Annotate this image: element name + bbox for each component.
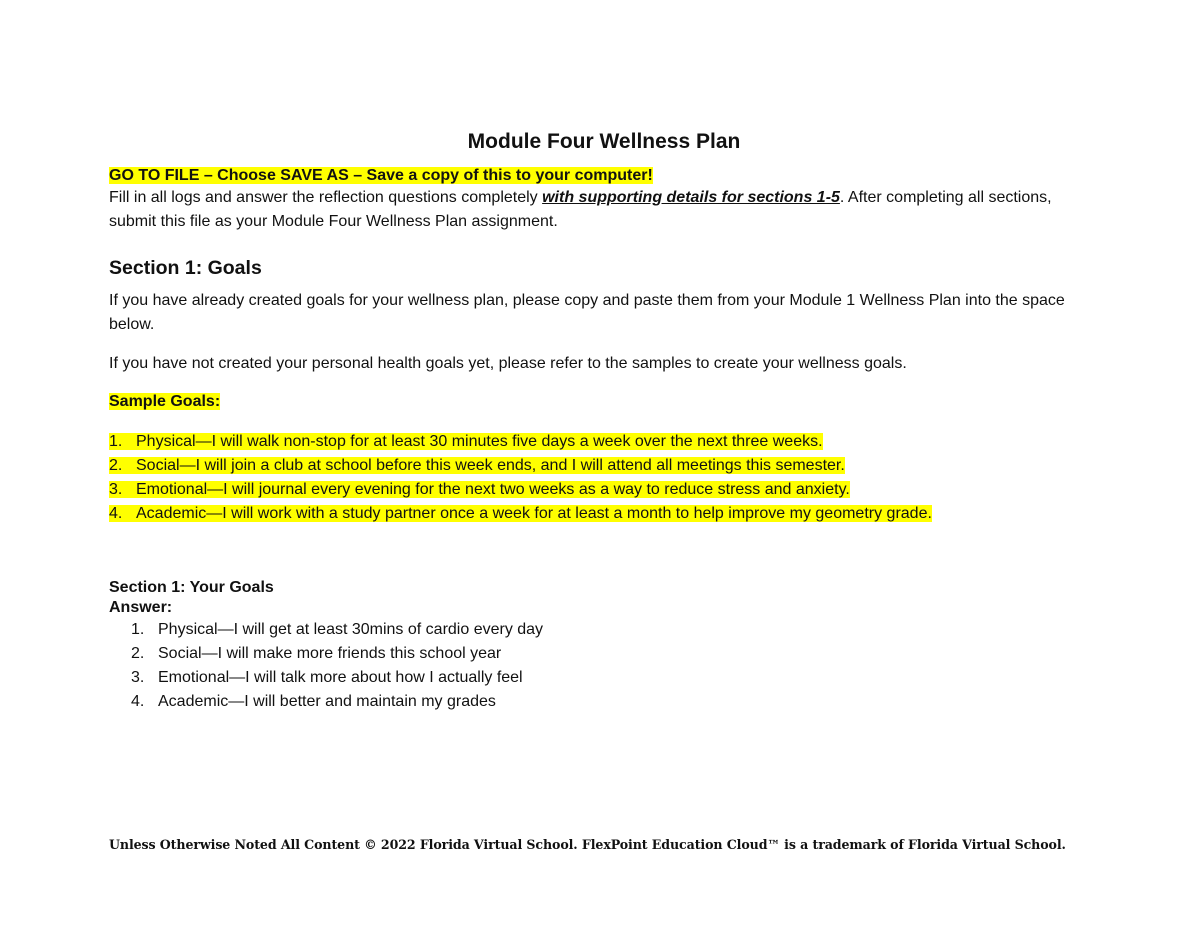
intro-paragraph xyxy=(109,186,1099,234)
sample-goal-item xyxy=(109,502,1099,526)
sample-goal-text: Physical—I will walk non-stop for at least 30 minutes five days a week over the next three weeks. xyxy=(136,433,823,450)
sample-goal-highlight xyxy=(109,433,823,450)
answer-item[interactable] xyxy=(131,690,1099,714)
sample-goal-number: 4. xyxy=(109,505,123,522)
page-title: Module Four Wellness Plan xyxy=(467,130,741,153)
answer-item[interactable] xyxy=(131,642,1099,666)
intro-emphasis: with supporting details for sections 1-5 xyxy=(542,189,840,206)
save-instruction xyxy=(109,166,1099,186)
your-goals-heading: Section 1: Your Goals xyxy=(109,579,274,596)
sample-goal-highlight xyxy=(109,505,932,522)
sample-goals-list xyxy=(109,430,1099,526)
intro-part1: Fill in all logs and answer the reflection questions completely xyxy=(109,189,543,206)
sample-goal-number: 3. xyxy=(109,481,123,498)
answer-text[interactable]: Physical—I will get at least 30mins of cardio every day xyxy=(158,621,544,638)
sample-goal-item xyxy=(109,454,1099,478)
sample-goals-label-text: Sample Goals: xyxy=(109,393,221,410)
answer-list[interactable] xyxy=(109,618,1099,714)
answer-label: Answer: xyxy=(109,599,173,616)
sample-goal-text: Social—I will join a club at school before this week ends, and I will attend all meetings this semester. xyxy=(136,457,845,474)
sample-goal-number: 2. xyxy=(109,457,123,474)
sample-goal-text: Emotional—I will journal every evening for the next two weeks as a way to reduce stress and anxiety. xyxy=(136,481,850,498)
sample-goal-item xyxy=(109,430,1099,454)
answer-number: 3. xyxy=(131,669,145,686)
sample-goals-label xyxy=(109,390,1099,414)
answer-text[interactable]: Emotional—I will talk more about how I actually feel xyxy=(158,669,523,686)
answer-number: 1. xyxy=(131,621,145,638)
sample-goal-number: 1. xyxy=(109,433,123,450)
section-1-paragraph-1: If you have already created goals for your wellness plan, please copy and paste them from your Module 1 Wellness Plan into the space below. xyxy=(109,292,1065,333)
answer-item[interactable] xyxy=(131,618,1099,642)
intro-part2: . After completing all sections, submit this file as your Module Four Wellness Plan assignment. xyxy=(109,189,1052,230)
document-body xyxy=(109,128,1099,714)
sample-goal-highlight xyxy=(109,481,850,498)
sample-goal-item xyxy=(109,478,1099,502)
section-1-heading: Section 1: Goals xyxy=(109,257,262,279)
answer-item[interactable] xyxy=(131,666,1099,690)
section-1-paragraph-2: If you have not created your personal health goals yet, please refer to the samples to create your wellness goals. xyxy=(109,355,907,372)
answer-text[interactable]: Social—I will make more friends this school year xyxy=(158,645,502,662)
sample-goal-highlight xyxy=(109,457,845,474)
answer-number: 2. xyxy=(131,645,145,662)
sample-goal-text: Academic—I will work with a study partner once a week for at least a month to help improve my geometry grade. xyxy=(136,505,932,522)
copyright-footer: Unless Otherwise Noted All Content © 2022 Florida Virtual School. FlexPoint Education Cloud™ is a trademark of Florida Virtual School. xyxy=(109,837,1066,852)
answer-text[interactable]: Academic—I will better and maintain my grades xyxy=(158,693,496,710)
answer-number: 4. xyxy=(131,693,145,710)
save-instruction-text: GO TO FILE – Choose SAVE AS – Save a copy of this to your computer! xyxy=(109,167,653,184)
